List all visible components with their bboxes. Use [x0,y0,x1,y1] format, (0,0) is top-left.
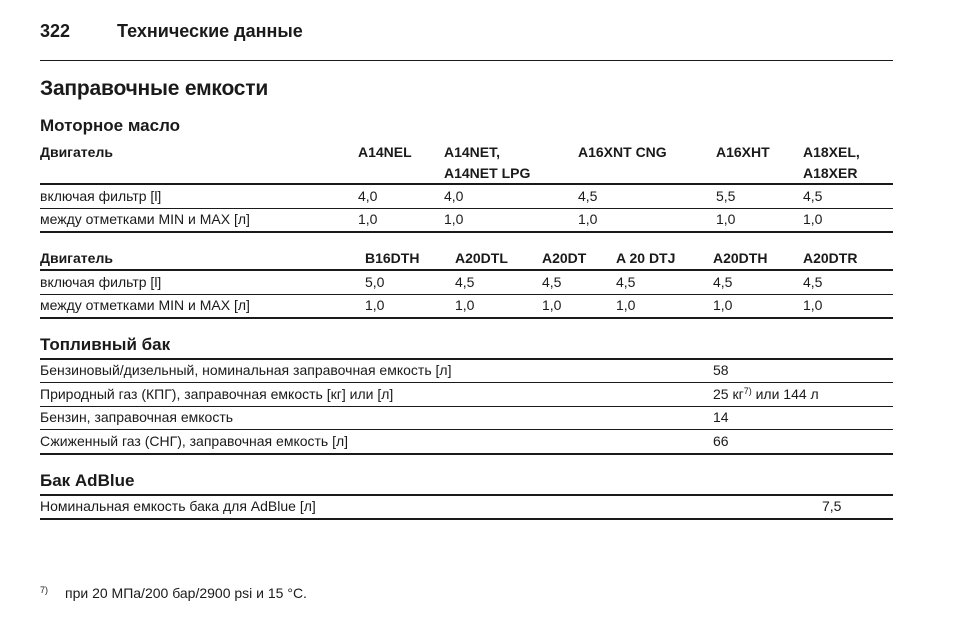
table1-row1-val1: 4,0 [358,188,378,204]
footnote-text: при 20 МПа/200 бар/2900 psi и 15 °C. [65,585,307,601]
header-divider [40,60,893,61]
table2-row2-val6: 1,0 [803,297,823,313]
fuel-row2-value-post: или 144 л [751,386,819,402]
adblue-title: Бак AdBlue [40,471,135,490]
table1-row2-label: между отметками MIN и MAX [л] [40,211,250,227]
table1-row1-label: включая фильтр [l] [40,188,162,204]
table2-bottom-rule [40,317,893,319]
table1-row2-val3: 1,0 [578,211,598,227]
table1-row2-val5: 1,0 [803,211,823,227]
table1-bottom-rule [40,231,893,233]
table1-row2-val2: 1,0 [444,211,464,227]
fuel-row1-value: 58 [713,362,729,378]
adblue-row1-label: Номинальная емкость бака для AdBlue [л] [40,498,316,514]
table1-row1-val4: 5,5 [716,188,736,204]
table2-row1-val5: 4,5 [713,274,733,290]
table1-header-col5: A18XEL, A18XER [803,144,860,181]
table2-row2-val3: 1,0 [542,297,562,313]
fuel-row3-label: Бензин, заправочная емкость [40,409,234,425]
adblue-row1-value: 7,5 [822,498,842,514]
fuel-row2-value [713,384,819,405]
table2-header-col4: A 20 DTJ [616,250,676,266]
table1-row1-val2: 4,0 [444,188,464,204]
table1-header-engine: Двигатель [40,144,113,160]
footnote-mark: 7) [40,585,49,595]
table1-row1-val5: 4,5 [803,188,823,204]
table2-row1-label: включая фильтр [l] [40,274,162,290]
table1-header-rule [40,183,893,185]
page-number: 322 [40,21,71,41]
table2-row2-val5: 1,0 [713,297,733,313]
table2-row2-val1: 1,0 [365,297,385,313]
table2-header-engine: Двигатель [40,250,113,266]
fuel-row2-label: Природный газ (КПГ), заправочная емкость [кг] или [л] [40,386,394,402]
table1-header-col3: A16XNT CNG [578,144,667,160]
table1-row2-val4: 1,0 [716,211,736,227]
table2-row1-val6: 4,5 [803,274,823,290]
table2-row1-val2: 4,5 [455,274,475,290]
table2-header-col6: A20DTR [803,250,858,266]
table2-row2-label: между отметками MIN и MAX [л] [40,297,250,313]
fuel-row3-value: 14 [713,409,729,425]
engine-oil-title: Моторное масло [40,116,181,135]
page-header-title: Технические данные [117,21,303,41]
fuel-tank-title: Топливный бак [40,335,171,354]
section-title: Заправочные емкости [40,77,269,100]
table2-header-col2: A20DTL [455,250,508,266]
table2-header-rule [40,269,893,271]
fuel-row4-label: Сжиженный газ (СНГ), заправочная емкость [л] [40,433,349,449]
table2-row2-val2: 1,0 [455,297,475,313]
table1-row1-val3: 4,5 [578,188,598,204]
table2-row2-val4: 1,0 [616,297,636,313]
fuel-tank-bottom-rule [40,453,893,455]
table1-header-col1: A14NEL [358,144,412,160]
adblue-bottom-rule [40,518,893,520]
table2-row1-val1: 5,0 [365,274,385,290]
fuel-row4-value: 66 [713,433,729,449]
table2-row1-val4: 4,5 [616,274,636,290]
fuel-row2-value-pre: 25 кг [713,386,744,402]
footnote-ref: 7) [743,386,752,396]
table1-header-col4: A16XHT [716,144,770,160]
fuel-row1-label: Бензиновый/дизельный, номинальная заправочная емкость [л] [40,362,452,378]
table1-header-col2: A14NET, A14NET LPG [444,144,531,181]
table2-header-col1: B16DTH [365,250,420,266]
table1-row2-val1: 1,0 [358,211,378,227]
table2-header-col3: A20DT [542,250,587,266]
row-divider [40,382,893,383]
table2-header-col5: A20DTH [713,250,768,266]
table2-row1-val3: 4,5 [542,274,562,290]
row-divider [40,429,893,430]
